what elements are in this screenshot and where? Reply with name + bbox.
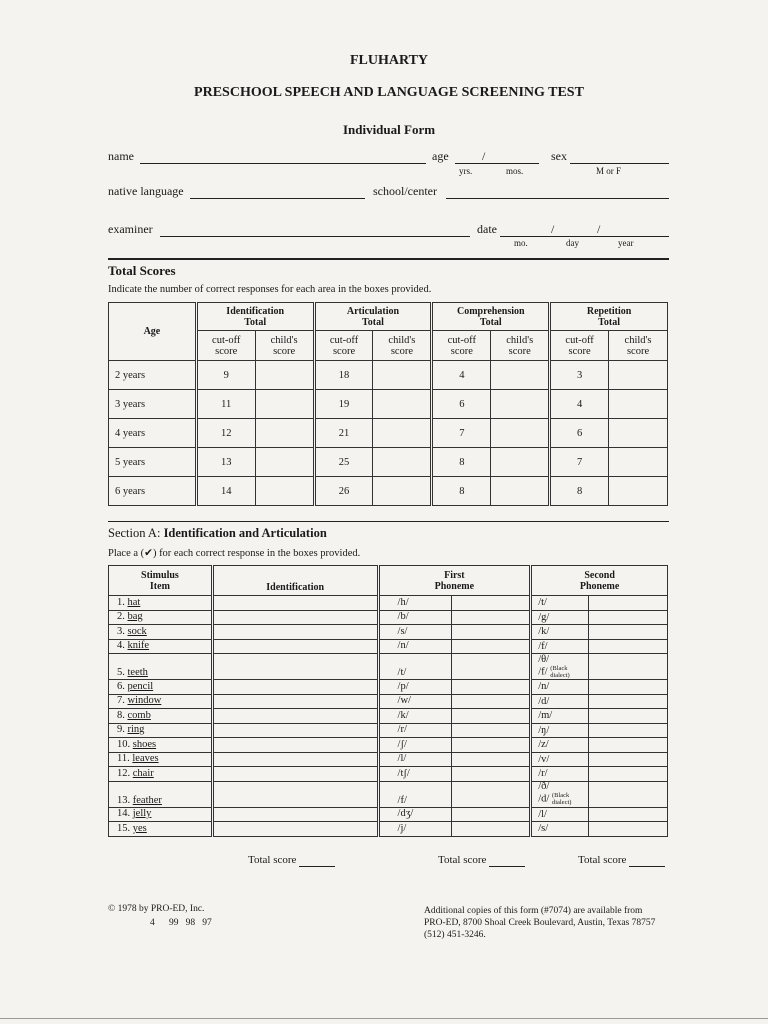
- first-phoneme-total-field[interactable]: [489, 854, 525, 867]
- second-phoneme-check-cell[interactable]: [589, 781, 668, 807]
- stimulus-row: [109, 596, 668, 611]
- identification-check-cell[interactable]: [212, 709, 378, 724]
- second-phoneme-check-cell[interactable]: [589, 822, 668, 837]
- child-score-cell[interactable]: [373, 390, 432, 419]
- second-phoneme-check-cell[interactable]: [589, 694, 668, 709]
- first-phoneme-cell: /dʒ/: [378, 807, 452, 822]
- mo-label: mo.: [514, 238, 528, 248]
- stimulus-item: 6. pencil: [109, 680, 213, 695]
- score-row: [109, 448, 668, 477]
- cutoff-score-cell: 19: [314, 390, 373, 419]
- stimulus-row: [109, 822, 668, 837]
- first-phoneme-cell: /l/: [378, 752, 452, 767]
- section-divider: [108, 521, 669, 522]
- page-edge: [0, 1018, 768, 1019]
- second-phoneme-check-cell[interactable]: [589, 625, 668, 640]
- identification-total-field[interactable]: [299, 854, 335, 867]
- age-header: Age: [109, 303, 197, 361]
- section-a-instruction: Place a (✔) for each correct response in the boxes provided.: [108, 548, 361, 559]
- first-phoneme-check-cell[interactable]: [452, 596, 531, 611]
- child-score-cell[interactable]: [609, 419, 668, 448]
- score-row: [109, 419, 668, 448]
- first-phoneme-check-cell[interactable]: [452, 738, 531, 753]
- stimulus-row: [109, 781, 668, 807]
- stimulus-item: 2. bag: [109, 610, 213, 625]
- identification-check-cell[interactable]: [212, 752, 378, 767]
- child-score-cell[interactable]: [609, 361, 668, 390]
- cutoff-header: cut-off score: [196, 331, 255, 361]
- cutoff-score-cell: 9: [196, 361, 255, 390]
- dialect-note: (Black dialect): [550, 664, 570, 679]
- first-phoneme-check-cell[interactable]: [452, 709, 531, 724]
- cutoff-score-cell: 7: [550, 448, 609, 477]
- second-phoneme-cell: /θ/ /f/ (Black dialect): [531, 654, 589, 680]
- first-phoneme-check-cell[interactable]: [452, 639, 531, 654]
- first-phoneme-check-cell[interactable]: [452, 723, 531, 738]
- stimulus-item-header: Stimulus Item: [109, 566, 213, 596]
- cutoff-header: cut-off score: [432, 331, 491, 361]
- second-phoneme-check-cell[interactable]: [589, 752, 668, 767]
- identification-check-cell[interactable]: [212, 625, 378, 640]
- articulation-total-header: Articulation Total: [314, 303, 432, 331]
- first-phoneme-cell: /tʃ/: [378, 767, 452, 782]
- child-score-cell[interactable]: [255, 419, 314, 448]
- age-cell: 3 years: [109, 390, 197, 419]
- date-slash-1: /: [551, 222, 555, 236]
- yrs-label: yrs.: [459, 166, 473, 176]
- identification-total-score: Total score: [248, 854, 335, 867]
- second-phoneme-cell: /r/: [531, 767, 589, 782]
- score-row: [109, 361, 668, 390]
- native-language-label: native language: [108, 184, 184, 198]
- child-score-cell[interactable]: [491, 419, 550, 448]
- second-phoneme-check-cell[interactable]: [589, 596, 668, 611]
- additional-copies: Additional copies of this form (#7074) are available from: [424, 906, 643, 916]
- cutoff-score-cell: 11: [196, 390, 255, 419]
- publisher-address: PRO-ED, 8700 Shoal Creek Boulevard, Austin, Texas 78757: [424, 918, 656, 928]
- score-row: [109, 477, 668, 506]
- child-score-cell[interactable]: [373, 477, 432, 506]
- cutoff-score-cell: 3: [550, 361, 609, 390]
- repetition-total-header: Repetition Total: [550, 303, 668, 331]
- child-score-cell[interactable]: [255, 448, 314, 477]
- identification-check-cell[interactable]: [212, 694, 378, 709]
- child-score-header: child's score: [373, 331, 432, 361]
- stimulus-item: 5. teeth: [109, 654, 213, 680]
- date-slash-2: /: [597, 222, 601, 236]
- child-score-cell[interactable]: [609, 390, 668, 419]
- first-phoneme-cell: /j/: [378, 822, 452, 837]
- first-phoneme-check-cell[interactable]: [452, 767, 531, 782]
- identification-check-cell[interactable]: [212, 781, 378, 807]
- second-phoneme-cell: /ŋ/: [531, 723, 589, 738]
- first-phoneme-cell: /k/: [378, 709, 452, 724]
- name-field[interactable]: [140, 163, 426, 164]
- stimulus-row: [109, 625, 668, 640]
- second-phoneme-check-cell[interactable]: [589, 680, 668, 695]
- second-phoneme-cell: /f/: [531, 639, 589, 654]
- cutoff-score-cell: 7: [432, 419, 491, 448]
- child-score-cell[interactable]: [255, 477, 314, 506]
- child-score-cell[interactable]: [609, 477, 668, 506]
- child-score-cell[interactable]: [491, 477, 550, 506]
- second-phoneme-cell: /k/: [531, 625, 589, 640]
- first-phoneme-cell: /n/: [378, 639, 452, 654]
- stimulus-item: 14. jelly: [109, 807, 213, 822]
- comprehension-total-header: Comprehension Total: [432, 303, 550, 331]
- total-scores-instruction: Indicate the number of correct responses for each area in the boxes provided.: [108, 284, 432, 295]
- second-phoneme-total-score: Total score: [578, 854, 665, 867]
- stimulus-row: [109, 807, 668, 822]
- date-field[interactable]: [500, 236, 669, 237]
- second-phoneme-check-cell[interactable]: [589, 610, 668, 625]
- name-label: name: [108, 149, 134, 163]
- first-phoneme-cell: /f/: [378, 781, 452, 807]
- child-score-header: child's score: [609, 331, 668, 361]
- cutoff-score-cell: 25: [314, 448, 373, 477]
- identification-check-cell[interactable]: [212, 822, 378, 837]
- first-phoneme-check-cell[interactable]: [452, 807, 531, 822]
- cutoff-header: cut-off score: [314, 331, 373, 361]
- first-phoneme-check-cell[interactable]: [452, 752, 531, 767]
- identification-check-cell[interactable]: [212, 767, 378, 782]
- first-phoneme-check-cell[interactable]: [452, 610, 531, 625]
- identification-total-header: Identification Total: [196, 303, 314, 331]
- stimulus-item: 15. yes: [109, 822, 213, 837]
- form-type: Individual Form: [342, 122, 436, 137]
- second-phoneme-check-cell[interactable]: [589, 767, 668, 782]
- identification-check-cell[interactable]: [212, 723, 378, 738]
- first-phoneme-total-score: Total score: [438, 854, 525, 867]
- child-score-cell[interactable]: [491, 390, 550, 419]
- stimulus-item: 8. comb: [109, 709, 213, 724]
- mos-label: mos.: [506, 166, 524, 176]
- first-phoneme-cell: /p/: [378, 680, 452, 695]
- stimulus-row: [109, 694, 668, 709]
- second-phoneme-check-cell[interactable]: [589, 723, 668, 738]
- second-phoneme-check-cell[interactable]: [589, 709, 668, 724]
- first-phoneme-check-cell[interactable]: [452, 694, 531, 709]
- cutoff-score-cell: 26: [314, 477, 373, 506]
- examiner-label: examiner: [108, 222, 153, 236]
- cutoff-score-cell: 8: [550, 477, 609, 506]
- second-phoneme-cell: /g/: [531, 610, 589, 625]
- sex-label: sex: [551, 149, 567, 163]
- identification-check-cell[interactable]: [212, 596, 378, 611]
- cutoff-score-cell: 18: [314, 361, 373, 390]
- child-score-cell[interactable]: [491, 448, 550, 477]
- second-phoneme-check-cell[interactable]: [589, 654, 668, 680]
- header-divider: [108, 258, 669, 260]
- stimulus-row: [109, 767, 668, 782]
- stimulus-row: [109, 752, 668, 767]
- examiner-field[interactable]: [160, 236, 470, 237]
- child-score-cell[interactable]: [373, 361, 432, 390]
- age-cell: 4 years: [109, 419, 197, 448]
- child-score-cell[interactable]: [373, 419, 432, 448]
- cutoff-score-cell: 8: [432, 477, 491, 506]
- stimulus-row: [109, 610, 668, 625]
- identification-check-cell[interactable]: [212, 680, 378, 695]
- second-phoneme-check-cell[interactable]: [589, 807, 668, 822]
- school-field[interactable]: [446, 198, 669, 199]
- second-phoneme-check-cell[interactable]: [589, 639, 668, 654]
- second-phoneme-cell: /ð/ /d/ (Black dialect): [531, 781, 589, 807]
- stimulus-row: [109, 639, 668, 654]
- first-phoneme-cell: /w/: [378, 694, 452, 709]
- first-phoneme-cell: /t/: [378, 654, 452, 680]
- stimulus-item: 4. knife: [109, 639, 213, 654]
- cutoff-score-cell: 6: [550, 419, 609, 448]
- school-label: school/center: [373, 184, 437, 198]
- print-codes: 4 99 98 97: [150, 918, 212, 928]
- second-phoneme-cell: /v/: [531, 752, 589, 767]
- dialect-note: (Black dialect): [551, 792, 572, 806]
- stimulus-item: 3. sock: [109, 625, 213, 640]
- second-phoneme-header: Second Phoneme: [531, 566, 668, 596]
- stimulus-row: [109, 738, 668, 753]
- form-subtitle: PRESCHOOL SPEECH AND LANGUAGE SCREENING TEST: [194, 85, 584, 100]
- year-label: year: [618, 238, 634, 248]
- cutoff-score-cell: 4: [432, 361, 491, 390]
- stimulus-row: [109, 654, 668, 680]
- stimulus-item: 11. leaves: [109, 752, 213, 767]
- identification-articulation-table: [108, 565, 668, 837]
- stimulus-row: [109, 723, 668, 738]
- second-phoneme-cell: /m/: [531, 709, 589, 724]
- publisher-phone: (512) 451-3246.: [424, 930, 486, 940]
- age-cell: 2 years: [109, 361, 197, 390]
- second-phoneme-cell: /s/: [531, 822, 589, 837]
- age-label: age: [432, 149, 449, 163]
- total-scores-heading: Total Scores: [108, 263, 176, 278]
- cutoff-score-cell: 14: [196, 477, 255, 506]
- stimulus-row: [109, 680, 668, 695]
- cutoff-score-cell: 12: [196, 419, 255, 448]
- cutoff-score-cell: 8: [432, 448, 491, 477]
- stimulus-item: 7. window: [109, 694, 213, 709]
- second-phoneme-cell: /t/: [531, 596, 589, 611]
- cutoff-score-cell: 21: [314, 419, 373, 448]
- cutoff-score-cell: 6: [432, 390, 491, 419]
- age-slash: /: [482, 149, 486, 163]
- sex-hint: M or F: [596, 166, 622, 176]
- child-score-cell[interactable]: [609, 448, 668, 477]
- child-score-cell[interactable]: [255, 361, 314, 390]
- child-score-header: child's score: [491, 331, 550, 361]
- stimulus-item: 9. ring: [109, 723, 213, 738]
- first-phoneme-check-cell[interactable]: [452, 625, 531, 640]
- age-field[interactable]: [455, 163, 539, 164]
- second-phoneme-cell: /n/: [531, 680, 589, 695]
- identification-check-cell[interactable]: [212, 610, 378, 625]
- total-scores-table: [108, 302, 668, 506]
- first-phoneme-cell: /ʃ/: [378, 738, 452, 753]
- child-score-cell[interactable]: [373, 448, 432, 477]
- first-phoneme-cell: /r/: [378, 723, 452, 738]
- stimulus-item: 1. hat: [109, 596, 213, 611]
- cutoff-header: cut-off score: [550, 331, 609, 361]
- child-score-cell[interactable]: [491, 361, 550, 390]
- stimulus-item: 12. chair: [109, 767, 213, 782]
- day-label: day: [566, 238, 579, 248]
- sex-field[interactable]: [570, 163, 669, 164]
- score-row: [109, 390, 668, 419]
- first-phoneme-header: First Phoneme: [378, 566, 531, 596]
- stimulus-item: 10. shoes: [109, 738, 213, 753]
- native-language-field[interactable]: [190, 198, 365, 199]
- form-title: FLUHARTY: [349, 53, 429, 68]
- identification-check-cell[interactable]: [212, 639, 378, 654]
- identification-check-cell[interactable]: [212, 738, 378, 753]
- first-phoneme-check-cell[interactable]: [452, 822, 531, 837]
- second-phoneme-total-field[interactable]: [629, 854, 665, 867]
- second-phoneme-cell: /d/: [531, 694, 589, 709]
- first-phoneme-check-cell[interactable]: [452, 654, 531, 680]
- cutoff-score-cell: 13: [196, 448, 255, 477]
- first-phoneme-check-cell[interactable]: [452, 781, 531, 807]
- first-phoneme-check-cell[interactable]: [452, 680, 531, 695]
- identification-check-cell[interactable]: [212, 654, 378, 680]
- identification-check-cell[interactable]: [212, 807, 378, 822]
- stimulus-item: 13. feather: [109, 781, 213, 807]
- second-phoneme-check-cell[interactable]: [589, 738, 668, 753]
- stimulus-row: [109, 709, 668, 724]
- second-phoneme-cell: /l/: [531, 807, 589, 822]
- first-phoneme-cell: /b/: [378, 610, 452, 625]
- child-score-cell[interactable]: [255, 390, 314, 419]
- first-phoneme-cell: /s/: [378, 625, 452, 640]
- second-phoneme-cell: /z/: [531, 738, 589, 753]
- date-label: date: [477, 222, 497, 236]
- copyright: © 1978 by PRO-ED, Inc.: [108, 904, 205, 914]
- identification-header: Identification: [212, 566, 378, 596]
- age-cell: 5 years: [109, 448, 197, 477]
- section-a-heading: Section A: Identification and Articulation: [108, 526, 327, 540]
- first-phoneme-cell: /h/: [378, 596, 452, 611]
- age-cell: 6 years: [109, 477, 197, 506]
- cutoff-score-cell: 4: [550, 390, 609, 419]
- child-score-header: child's score: [255, 331, 314, 361]
